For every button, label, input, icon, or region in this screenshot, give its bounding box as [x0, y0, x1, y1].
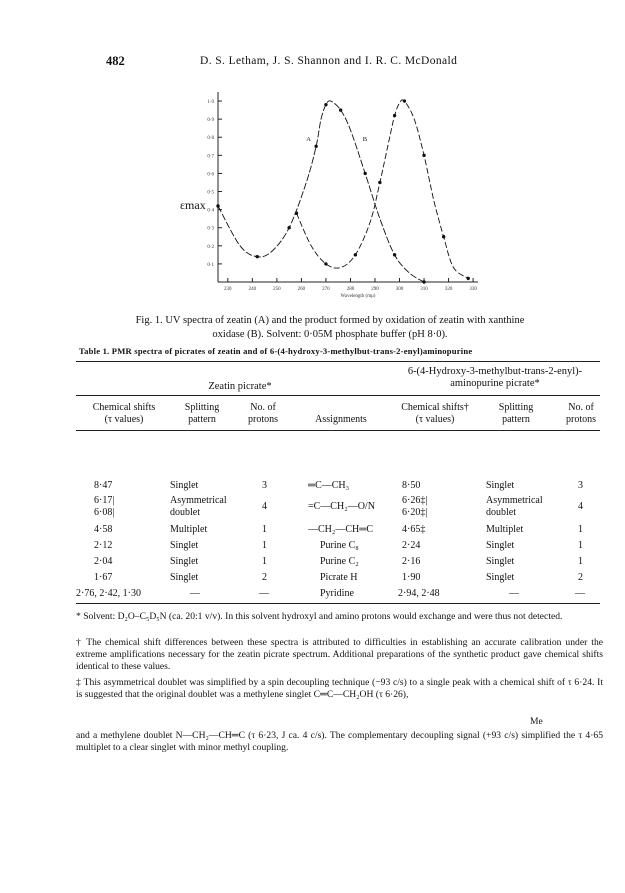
cell-protons: 4	[262, 501, 267, 512]
cell-protons-right: 1	[578, 540, 583, 551]
cell-assignment: Purine C₈	[320, 540, 359, 551]
y-tick-label: 0·7	[207, 154, 214, 160]
cell-protons: 1	[262, 540, 267, 551]
group-header-synthetic-1: 6-(4-Hydroxy-3-methylbut-trans-2-enyl)-	[407, 366, 583, 377]
data-point-B	[422, 154, 425, 157]
cell-protons: 3	[262, 480, 267, 491]
group-header-zeatin: Zeatin picrate*	[208, 381, 272, 392]
footnote-calibration: † The chemical shift differences between these spectra is attributed to difficulties in establishing an accurate calibration under the extreme amplifications necessary for the zeatin picrate spectrum. Additional preparations of the synthetic product gave chemical shifts identical to these values.	[76, 637, 603, 673]
cell-shift-right: 1·90	[402, 572, 421, 583]
col-header-protons-right: No. of protons	[566, 402, 596, 425]
data-point-B	[295, 212, 298, 215]
data-point-A	[339, 108, 342, 111]
footnote-solvent: * Solvent: D₂O–C₅D₅N (ca. 20:1 v/v). In this solvent hydroxyl and amino protons would exchange and were thus not detected.	[76, 611, 563, 622]
cell-pattern-right: Asymmetrical doublet	[486, 495, 543, 518]
y-tick-label: 0·5	[207, 190, 214, 196]
data-point-A	[422, 280, 425, 283]
cell-assignment: Purine C₂	[320, 556, 359, 567]
data-point-A	[256, 255, 259, 258]
data-point-A	[393, 253, 396, 256]
x-axis-label: Wavelength (mμ)	[340, 294, 376, 299]
group-header-synthetic-2: aminopurine picrate*	[450, 378, 540, 389]
cell-pattern: Asymmetrical doublet	[170, 495, 227, 518]
data-point-A	[287, 226, 290, 229]
x-tick-label: 250	[273, 287, 281, 292]
col-header-assignments: Assignments	[315, 414, 367, 425]
cell-protons: 2	[262, 572, 267, 583]
cell-pattern-right: Singlet	[486, 540, 515, 551]
x-tick-label: 290	[371, 287, 379, 292]
col-header-split-right: Splitting pattern	[498, 402, 534, 425]
cell-pattern: Singlet	[170, 572, 199, 583]
x-tick-label: 300	[395, 287, 404, 292]
cell-assignment: ═C—CH₃	[308, 480, 350, 491]
cell-pattern-right: Singlet	[486, 480, 515, 491]
col-header-shift-right: Chemical shifts† (τ values)	[401, 402, 469, 425]
data-point-B	[466, 277, 469, 280]
cell-shift: 6·17| 6·08|	[94, 495, 115, 518]
data-point-B	[354, 253, 357, 256]
x-tick-label: 310	[420, 287, 428, 292]
table-top-rule	[76, 361, 600, 362]
cell-protons-right: 4	[578, 501, 583, 512]
y-tick-label: 0·6	[207, 172, 214, 178]
y-tick-label: 0·9	[207, 118, 214, 124]
cell-pattern: Singlet	[170, 556, 199, 567]
data-point-B	[393, 114, 396, 117]
cell-pattern-right: Singlet	[486, 556, 515, 567]
col-header-shift: Chemical shifts (τ values)	[92, 402, 156, 425]
cell-pattern-right: —	[509, 588, 519, 599]
data-point-B	[442, 235, 445, 238]
cell-shift-right: 2·24	[402, 540, 421, 551]
cell-pattern: Singlet	[170, 540, 199, 551]
cell-protons: 1	[262, 524, 267, 535]
cell-shift-right: 2·94, 2·48	[398, 588, 440, 599]
cell-shift: 4·58	[94, 524, 113, 535]
table-title: Table 1. PMR spectra of picrates of zeatin and of 6-(4-hydroxy-3-methylbut-trans-2-enyl)aminopurine	[79, 346, 473, 356]
col-header-protons: No. of protons	[248, 402, 278, 425]
y-tick-label: 0·1	[207, 262, 214, 268]
x-tick-label: 270	[322, 287, 330, 292]
x-tick-label: 320	[444, 287, 453, 292]
cell-pattern: Multiplet	[170, 524, 208, 535]
cell-protons-right: 2	[578, 572, 583, 583]
series-line-B	[296, 100, 468, 279]
figure-caption: Fig. 1. UV spectra of zeatin (A) and the product formed by oxidation of zeatin with xanthine oxidase (B). Solvent: 0·05M phosphate buffer (pH 8·0).	[135, 315, 525, 340]
cell-protons: —	[259, 588, 269, 599]
data-point-A	[216, 204, 219, 207]
table-bottom-rule	[76, 603, 600, 604]
cell-shift-right: 2·16	[402, 556, 421, 567]
cell-shift: 2·12	[94, 540, 113, 551]
data-point-A	[314, 145, 317, 148]
cell-protons-right: 1	[578, 524, 583, 535]
data-point-B	[324, 262, 327, 265]
y-tick-label: 0·4	[207, 208, 214, 214]
cell-protons-right: 1	[578, 556, 583, 567]
cell-protons: 1	[262, 556, 267, 567]
table-header-rule	[76, 430, 600, 431]
cell-pattern: Singlet	[170, 480, 199, 491]
series-label-B: B	[362, 135, 368, 143]
x-tick-label: 330	[469, 287, 477, 292]
uv-spectra-chart	[170, 88, 490, 300]
footnote-decoupling-cont: and a methylene doublet N—CH₂—CH═C (τ 6·23, J ca. 4 c/s). The complementary decoupling signal (+93 c/s) simplified the τ 4·65 multiplet to a clear singlet with minor methyl coupling.	[76, 730, 603, 754]
footnote-methyl-label: Me	[530, 716, 543, 727]
cell-shift-right: 4·65‡	[402, 524, 426, 535]
series-label-A: A	[306, 135, 312, 143]
y-tick-label: 0·8	[207, 136, 214, 142]
cell-assignment: =C—CH₂—O/N	[308, 501, 375, 512]
cell-shift: 2·76, 2·42, 1·30	[76, 588, 141, 599]
cell-shift: 2·04	[94, 556, 113, 567]
cell-assignment: Picrate H	[320, 572, 358, 583]
cell-protons-right: 3	[578, 480, 583, 491]
y-axis-label: εmax	[180, 198, 206, 212]
cell-pattern: —	[190, 588, 200, 599]
cell-assignment: Pyridine	[320, 588, 354, 599]
footnote-decoupling: ‡ This asymmetrical doublet was simplified by a spin decoupling technique (−93 c/s) to a single peak with a chemical shift of τ 6·24. It is suggested that the original doublet was a methylene singlet C═C—CH₂OH (τ 6·26),	[76, 677, 603, 701]
cell-protons-right: —	[575, 588, 585, 599]
page-number: 482	[106, 54, 125, 68]
x-tick-label: 230	[224, 287, 232, 292]
data-point-B	[378, 181, 381, 184]
x-tick-label: 240	[248, 287, 257, 292]
data-point-A	[324, 103, 327, 106]
cell-assignment: —CH₂—CH═C	[308, 524, 374, 535]
running-header-authors: D. S. Letham, J. S. Shannon and I. R. C. McDonald	[200, 55, 458, 67]
cell-shift: 1·67	[94, 572, 113, 583]
table-group-rule	[76, 395, 600, 396]
x-tick-label: 260	[297, 287, 306, 292]
data-point-B	[403, 99, 406, 102]
x-tick-label: 280	[346, 287, 355, 292]
cell-pattern-right: Multiplet	[486, 524, 524, 535]
cell-shift-right: 8·50	[402, 480, 421, 491]
cell-shift: 8·47	[94, 480, 113, 491]
col-header-split: Splitting pattern	[184, 402, 220, 425]
cell-pattern-right: Singlet	[486, 572, 515, 583]
data-point-A	[363, 172, 366, 175]
y-tick-label: 0·3	[207, 226, 214, 232]
y-tick-label: 1·0	[207, 100, 214, 106]
y-tick-label: 0·2	[207, 244, 214, 250]
cell-shift-right: 6·26‡| 6·20‡|	[402, 495, 428, 518]
